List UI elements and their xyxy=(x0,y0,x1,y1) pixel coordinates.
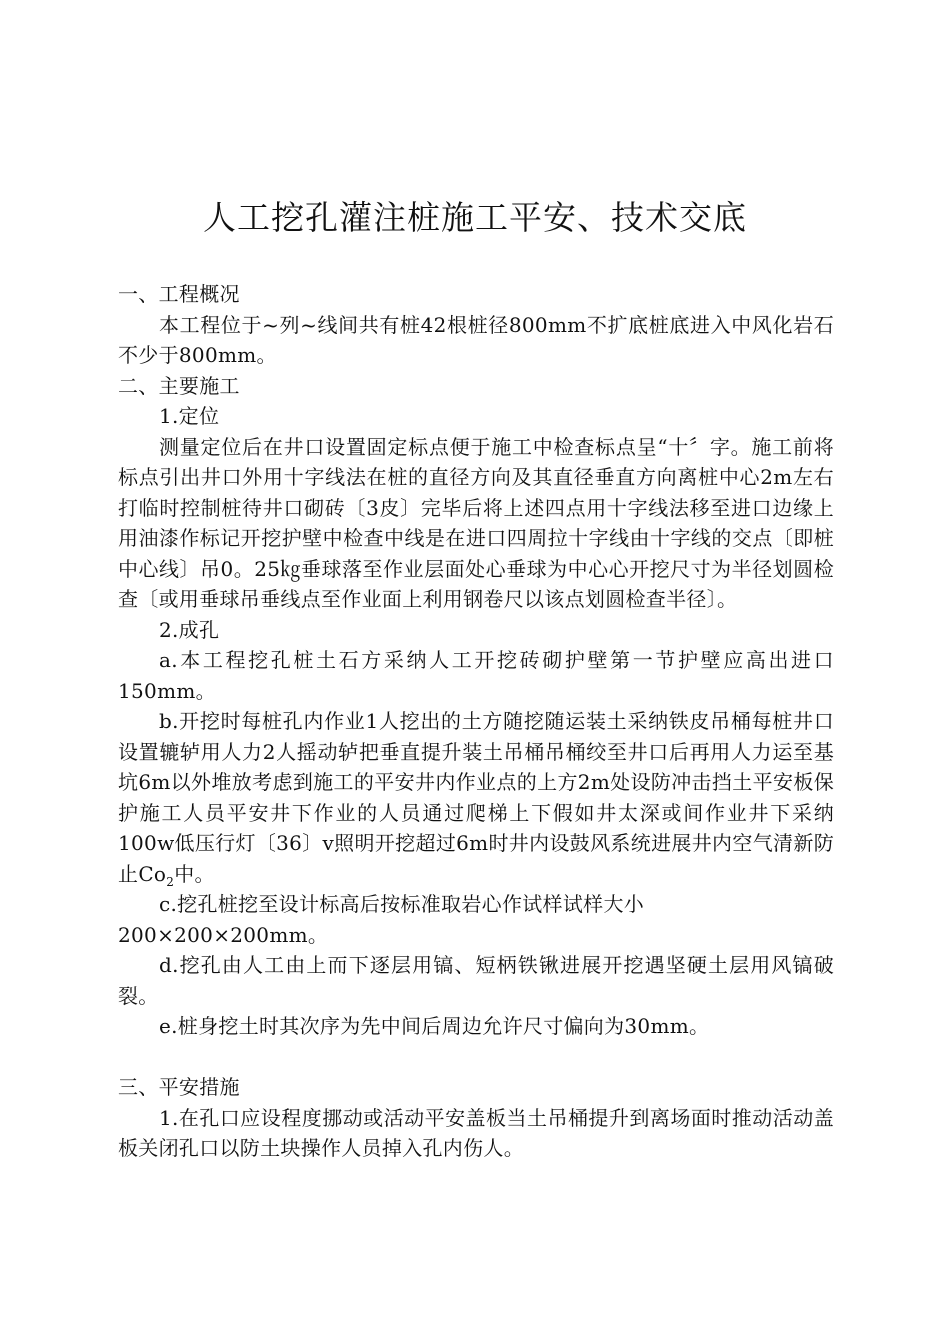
safety-item-1: 1.在孔口应设程度挪动或活动平安盖板当土吊桶提升到离场面时推动活动盖板关闭孔口以防土块操作人员掉入孔内伤人。 xyxy=(118,1105,834,1160)
hole-forming-item-e: e.桩身挖土时其次序为先中间后周边允许尺寸偏向为30mm。 xyxy=(159,1014,710,1038)
section-heading-main-construction: 二、主要施工 xyxy=(118,373,240,398)
subsection-heading-positioning: 1.定位 xyxy=(159,404,220,428)
item-b-co-formula xyxy=(138,861,175,889)
document-title: 人工挖孔灌注桩施工平安、技术交底 xyxy=(203,198,747,237)
subsection-heading-hole-forming: 2.成孔 xyxy=(159,617,220,642)
overview-paragraph: 本工程位于~列~线间共有桩42根桩径800mm不扩底桩底进入中风化岩石不少于800mm。 xyxy=(118,312,834,367)
hole-forming-item-c-continued: 200×200×200mm。 xyxy=(118,922,329,947)
document-body xyxy=(118,279,834,1164)
section-heading-safety: 三、平安措施 xyxy=(118,1075,240,1099)
paragraph-spacer xyxy=(118,1042,834,1073)
section-heading-overview: 一、工程概况 xyxy=(118,282,240,306)
co-subscript: 2 xyxy=(166,874,175,889)
item-c-line1: c.挖孔桩挖至设计标高后按标准取岩心作试样试样大小 xyxy=(159,892,645,916)
hole-forming-item-d: d.挖孔由人工由上而下逐层用镐、短柄铁锹进展开挖遇坚硬土层用风镐破裂。 xyxy=(118,953,834,1008)
hole-forming-item-a: a.本工程挖孔桩土石方采纳人工开挖砖砌护壁第一节护壁应高出进口150mm。 xyxy=(118,648,834,703)
hole-forming-item-c xyxy=(118,889,834,920)
co-base: Co xyxy=(138,861,167,886)
hole-forming-item-b xyxy=(118,706,834,889)
positioning-paragraph: 测量定位后在井口设置固定标点便于施工中检查标点呈“十〞字。施工前将标点引出井口外用十字线法在桩的直径方向及其直径垂直方向离桩中心2m左右打临时控制桩待井口砌砖〔3皮〕完毕后将上述四点用十字线法移至进口边缘上用油漆作标记开挖护壁中检查中线是在进口四周拉十字线由十字线的交点〔即桩中心线〕吊0。25㎏垂球落至作业层面处心垂球为中心心开挖尺寸为半径划圆检查〔或用垂球吊垂线点至作业面上利用钢卷尺以该点划圆检查半径〕。 xyxy=(118,434,834,611)
item-b-main-text: b.开挖时每桩孔内作业1人挖出的土方随挖随运装土采纳铁皮吊桶每桩井口设置辘轳用人力2人摇动轳把垂直提升装土吊桶吊桶绞至井口后再用人力运至基坑6m以外堆放考虑到施工的平安井内作业点的上方2m处设防冲击挡土平安板保护施工人员平安井下作业的人员通过爬梯上下假如井太深或间作业井下采纳100w低压行灯〔36〕v照明开挖超过6m时井内设鼓风系统进展井内空气清新防止 xyxy=(118,709,834,886)
item-b-tail-text: 中。 xyxy=(174,861,215,886)
